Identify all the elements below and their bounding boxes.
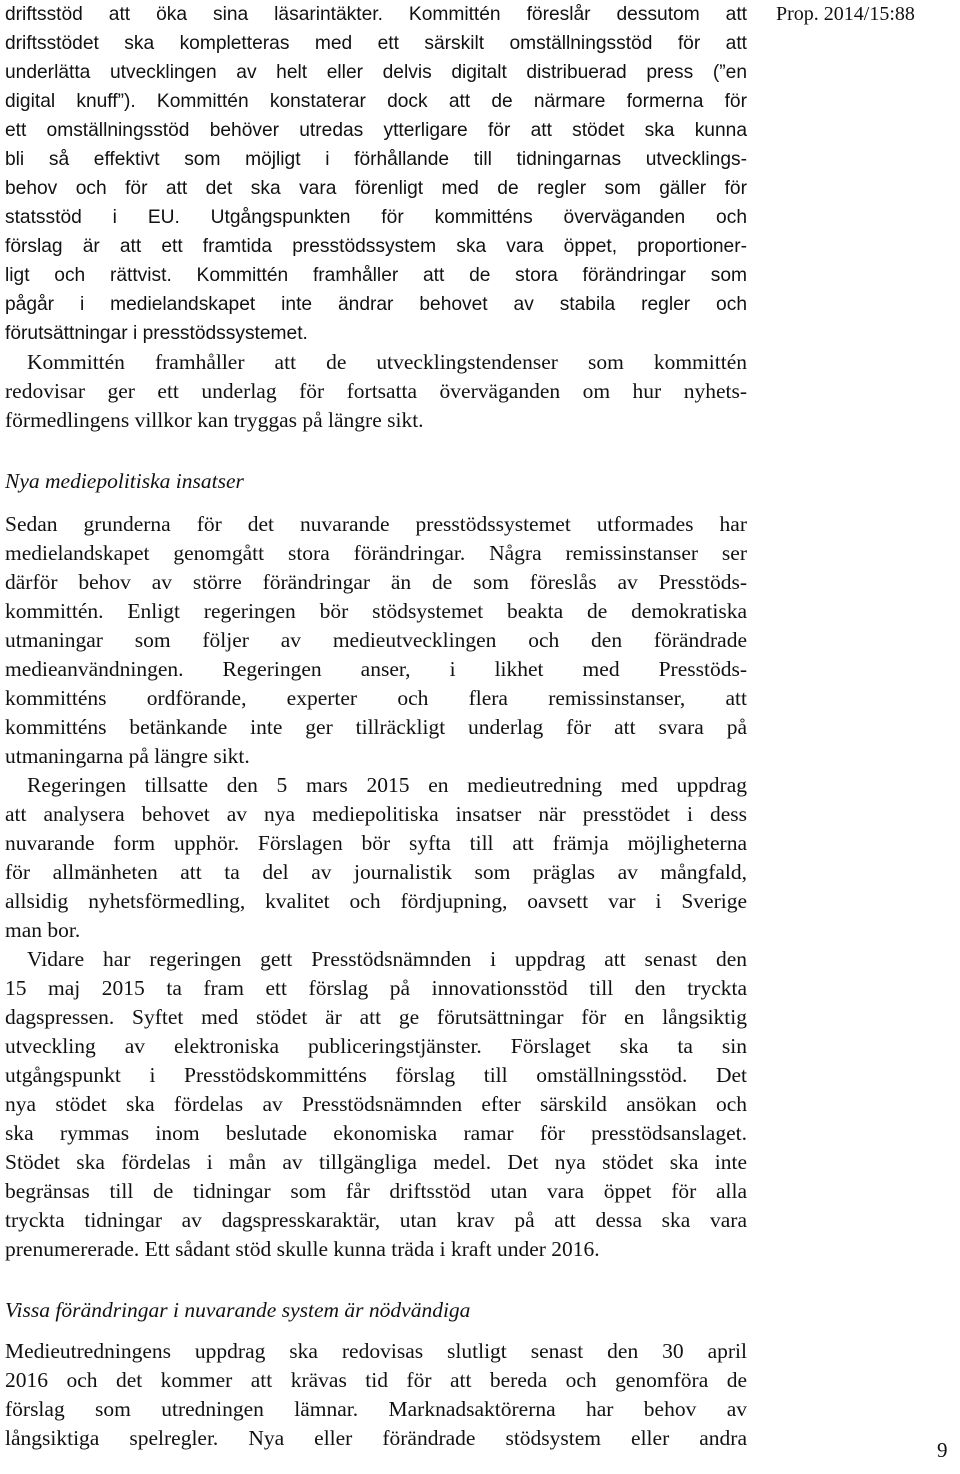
proposition-number: Prop. 2014/15:88 [776,3,915,25]
text-line: utmaningar som följer av medieutvecklingen och den förändrade [5,628,747,652]
text-line: att analysera behovet av nya mediepolitiska insatser när presstödet i dess [5,802,747,826]
text-line: ska rymmas inom beslutade ekonomiska ramar för presstödsanslaget. [5,1121,747,1145]
text-line: förslag som utredningen lämnar. Marknadsaktörerna har behov av [5,1397,747,1421]
text-line: driftsstöd att öka sina läsarintäkter. Kommittén föreslår dessutom att [5,4,747,25]
text-line: utgångspunkt i Presstödskommitténs förslag till omställningsstöd. Det [5,1063,747,1087]
text-line: 2016 och det kommer att krävas tid för att bereda och genomföra de [5,1368,747,1392]
section1-serif-paragraph [5,348,747,435]
text-line: behov och för att det ska vara förenligt med de regler som gäller för [5,178,747,199]
text-line: kommitténs ordförande, experter och flera remissinstanser, att [5,686,747,710]
text-line: statsstöd i EU. Utgångspunkten för kommitténs överväganden och [5,207,747,228]
section2-paragraph-2 [5,771,747,945]
text-line: Sedan grunderna för det nuvarande presstödssystemet utformades har [5,512,747,536]
section1-sans-paragraph [5,0,747,348]
text-line: Medieutredningens uppdrag ska redovisas slutligt senast den 30 april [5,1339,747,1363]
section2-paragraph-1 [5,510,747,771]
text-line: utmaningarna på längre sikt. [5,744,250,768]
text-line: Regeringen tillsatte den 5 mars 2015 en medieutredning med uppdrag [27,773,747,797]
text-line: digital knuff”). Kommittén konstaterar dock att de närmare formerna för [5,91,747,112]
text-line: allsidig nyhetsförmedling, kvalitet och fördjupning, oavsett var i Sverige [5,889,747,913]
text-line: nya stödet ska fördelas av Presstödsnämnden efter särskild ansökan och [5,1092,747,1116]
section2-paragraph-3 [5,945,747,1264]
text-line: Stödet ska fördelas i mån av tillgängliga medel. Det nya stödet ska inte [5,1150,747,1174]
text-line: pågår i medielandskapet inte ändrar behovet av stabila regler och [5,294,747,315]
text-line: långsiktiga spelregler. Nya eller förändrade stödsystem eller andra [5,1426,747,1450]
text-line: driftsstödet ska kompletteras med ett särskilt omställningsstöd för att [5,33,747,54]
page-number: 9 [937,1438,948,1462]
text-line: Vidare har regeringen gett Presstödsnämnden i uppdrag att senast den [27,947,747,971]
text-line: nuvarande form upphör. Förslagen bör syfta till att främja möjligheterna [5,831,747,855]
text-line: kommittén. Enligt regeringen bör stödsystemet beakta de demokratiska [5,599,747,623]
text-line: 15 maj 2015 ta fram ett förslag på innovationsstöd till den tryckta [5,976,747,1000]
text-line: för allmänheten att ta del av journalistik som präglas av mångfald, [5,860,747,884]
main-text-column [5,0,747,1453]
section-heading: Vissa förändringar i nuvarande system är nödvändiga [5,1298,471,1322]
section3-paragraph-1 [5,1337,747,1453]
text-line: underlätta utvecklingen av helt eller delvis digitalt distribuerad press (”en [5,62,747,83]
text-line: dagspressen. Syftet med stödet är att ge förutsättningar för en långsiktig [5,1005,747,1029]
text-line: bli så effektivt som möjligt i förhållande till tidningarnas utvecklings- [5,149,747,170]
text-line: förslag är att ett framtida presstödssystem ska vara öppet, proportioner- [5,236,747,257]
text-line: förmedlingens villkor kan tryggas på längre sikt. [5,408,424,432]
text-line: begränsas till de tidningar som får driftsstöd utan vara öppet för alla [5,1179,747,1203]
text-line: ligt och rättvist. Kommittén framhåller att de stora förändringar som [5,265,747,286]
section-heading: Nya mediepolitiska insatser [5,469,244,493]
text-line: medielandskapet genomgått stora förändringar. Några remissinstanser ser [5,541,747,565]
text-line: redovisar ger ett underlag för fortsatta överväganden om hur nyhets- [5,379,747,403]
text-line: kommitténs betänkande inte ger tillräckligt underlag för att svara på [5,715,747,739]
text-line: utveckling av elektroniska publiceringstjänster. Förslaget ska ta sin [5,1034,747,1058]
text-line: prenumererade. Ett sådant stöd skulle kunna träda i kraft under 2016. [5,1237,600,1261]
text-line: därför behov av större förändringar än de som föreslås av Presstöds- [5,570,747,594]
text-line: tryckta tidningar av dagspresskaraktär, utan krav på att dessa ska vara [5,1208,747,1232]
text-line: man bor. [5,918,81,942]
text-line: förutsättningar i presstödssystemet. [5,323,308,344]
text-line: Kommittén framhåller att de utvecklingstendenser som kommittén [27,350,747,374]
text-line: ett omställningsstöd behöver utredas ytterligare för att stödet ska kunna [5,120,747,141]
text-line: medieanvändningen. Regeringen anser, i likhet med Presstöds- [5,657,747,681]
